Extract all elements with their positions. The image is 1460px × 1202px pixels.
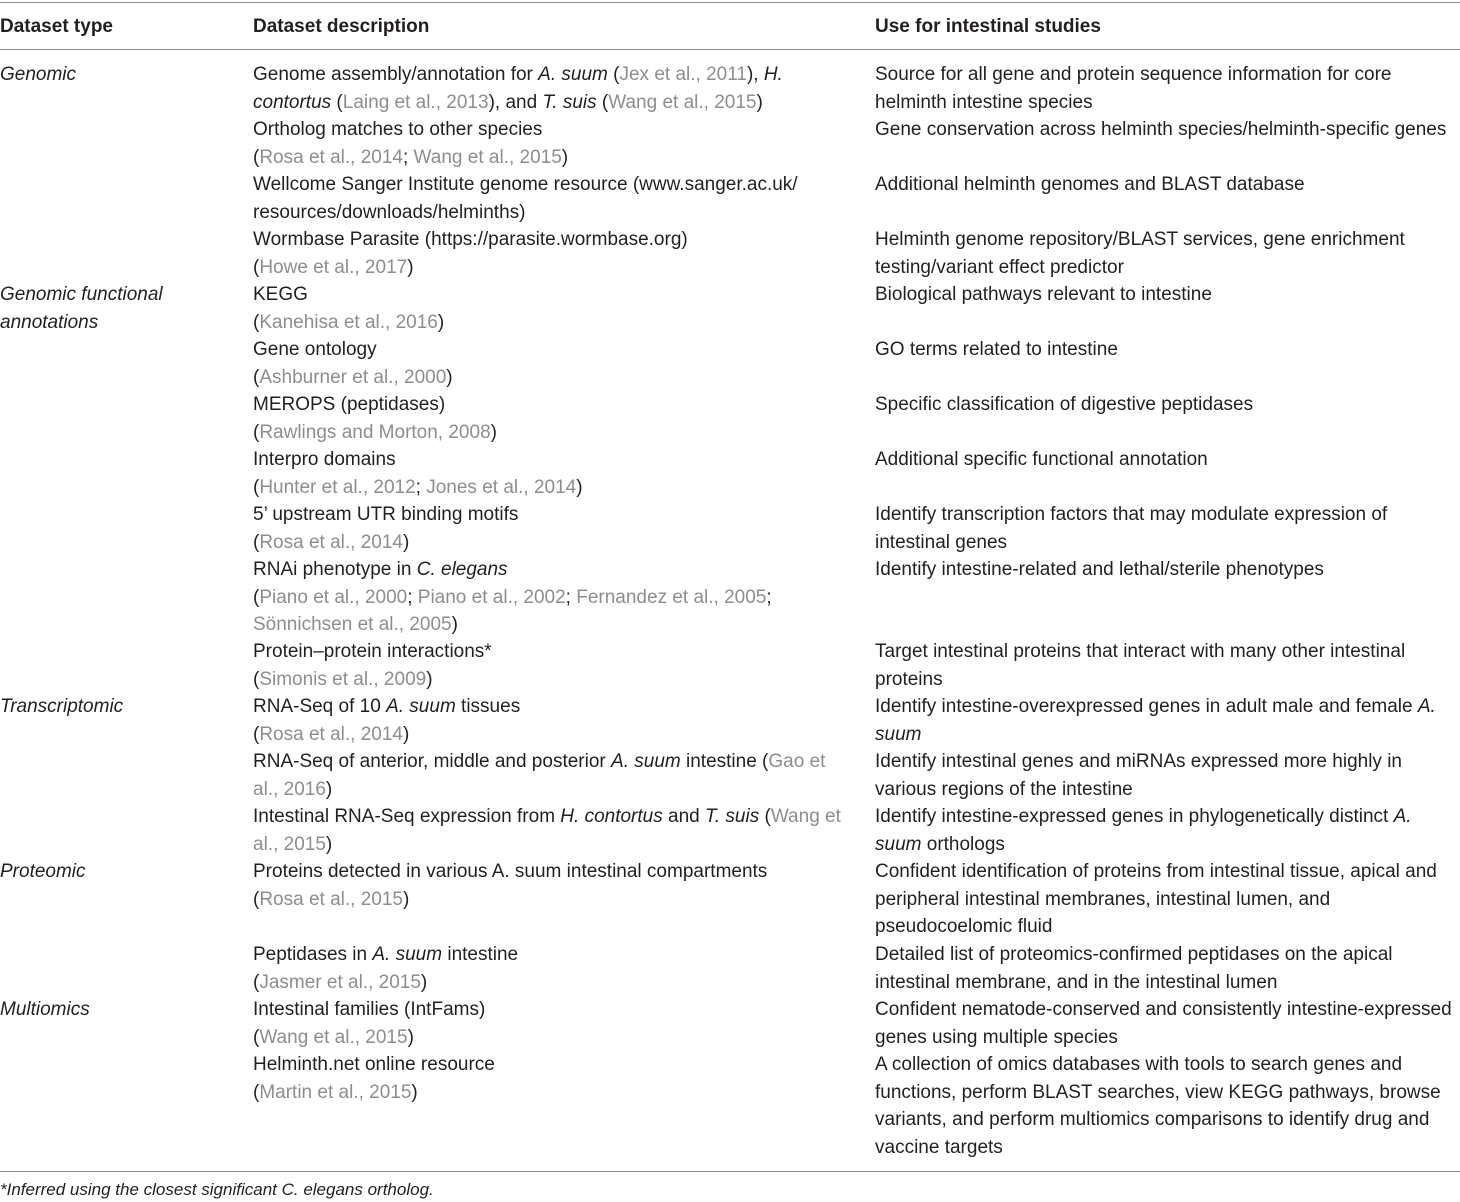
text-run: Proteins detected in various A. suum intestinal compartments: [253, 861, 768, 882]
species-name: H. contortus: [560, 806, 663, 827]
text-run: Helminth genome repository/BLAST services, gene enrichment testing/variant effect predictor: [875, 229, 1405, 278]
citation-link[interactable]: Jex et al., 2011: [619, 64, 747, 85]
text-run: Genome assembly/annotation for: [253, 64, 539, 85]
citation-link[interactable]: Wang et al., 2015: [253, 806, 841, 855]
use-cell: [875, 748, 1455, 803]
text-run: RNA-Seq of 10: [253, 696, 387, 717]
use-cell: [875, 391, 1455, 419]
species-name: A. suum: [875, 806, 1412, 855]
use-cell: [875, 638, 1455, 693]
use-cell: [875, 281, 1455, 309]
text-run: (: [253, 1081, 260, 1103]
text-run: (: [253, 421, 260, 443]
text-run: (: [253, 476, 260, 498]
text-run: Ortholog matches to other species: [253, 119, 543, 140]
species-name: A. suum: [538, 64, 608, 85]
text-run: ;: [407, 586, 418, 608]
header-dataset-type: Dataset type: [0, 16, 113, 37]
dataset-description-cell: [253, 803, 853, 858]
species-name: A. suum: [875, 696, 1436, 745]
species-name: T. suis: [705, 806, 760, 827]
text-run: intestine (: [680, 751, 769, 772]
text-run: (: [253, 971, 260, 993]
dataset-description-cell: [253, 501, 853, 556]
use-cell: [875, 996, 1455, 1051]
text-run: Target intestinal proteins that interact with many other intestinal proteins: [875, 641, 1406, 690]
dataset-description-cell: [253, 556, 853, 639]
text-run: Wellcome Sanger Institute genome resource (www.sanger.ac.uk/ resources/downloads/helminths): [253, 174, 798, 223]
use-cell: [875, 501, 1455, 556]
use-cell: [875, 171, 1455, 199]
dataset-description-cell: [253, 748, 853, 803]
text-run: MEROPS (peptidases): [253, 394, 446, 415]
species-name: A. suum: [611, 751, 681, 772]
citation-link[interactable]: Ashburner et al., 2000: [259, 366, 447, 388]
text-run: ): [402, 888, 410, 910]
text-run: ),: [746, 64, 764, 85]
text-run: (: [253, 311, 260, 333]
use-cell: [875, 693, 1455, 748]
text-run: (: [596, 91, 609, 113]
text-run: (: [253, 723, 260, 745]
text-run: Additional specific functional annotation: [875, 449, 1208, 470]
text-run: ): [576, 476, 583, 498]
citation-link[interactable]: Rawlings and Morton, 2008: [259, 421, 491, 443]
text-run: tissues: [455, 696, 521, 717]
dataset-description-cell: [253, 693, 853, 748]
use-cell: [875, 858, 1455, 941]
text-run: ): [561, 146, 569, 168]
use-cell: [875, 556, 1455, 584]
citation-link[interactable]: Rosa et al., 2014: [259, 531, 403, 553]
use-cell: [875, 226, 1455, 281]
text-run: Intestinal families (IntFams): [253, 999, 486, 1020]
text-run: (: [607, 64, 620, 85]
text-run: Protein–protein interactions*: [253, 641, 492, 662]
text-run: 5’ upstream UTR binding motifs: [253, 504, 519, 525]
citation-link[interactable]: Sönnichsen et al., 2005: [253, 614, 452, 635]
citation-link[interactable]: Hunter et al., 2012: [259, 476, 416, 498]
citation-link[interactable]: Piano et al., 2000: [259, 586, 408, 608]
citation-link[interactable]: Jasmer et al., 2015: [259, 971, 421, 993]
use-cell: [875, 941, 1455, 996]
text-run: (: [253, 531, 260, 553]
text-run: ): [325, 833, 333, 855]
use-cell: [875, 803, 1455, 858]
text-run: RNA-Seq of anterior, middle and posterior: [253, 751, 612, 772]
text-run: Gene conservation across helminth species/helminth-specific genes: [875, 119, 1447, 140]
citation-link[interactable]: Rosa et al., 2014: [259, 723, 403, 745]
text-run: Biological pathways relevant to intestine: [875, 284, 1212, 305]
text-run: ): [402, 531, 410, 553]
text-run: ;: [766, 586, 772, 608]
use-cell: [875, 1051, 1455, 1161]
dataset-description-cell: [253, 638, 853, 693]
dataset-description-cell: [253, 226, 853, 281]
citation-link[interactable]: Gao et al., 2016: [253, 751, 826, 800]
citation-link[interactable]: Piano et al., 2002: [417, 586, 566, 608]
dataset-description-cell: [253, 858, 853, 913]
bottom-rule: [0, 1171, 1460, 1172]
citation-link[interactable]: Fernandez et al., 2005: [576, 586, 767, 608]
citation-link[interactable]: Laing et al., 2013: [342, 91, 489, 113]
text-run: ): [437, 311, 445, 333]
dataset-type-cell: Genomic functional annotations: [0, 284, 163, 333]
text-run: KEGG: [253, 284, 308, 305]
text-run: ): [407, 256, 414, 278]
text-run: Detailed list of proteomics-confirmed peptidases on the apical intestinal membrane, and in the intestinal lumen: [875, 944, 1393, 993]
citation-link[interactable]: Jones et al., 2014: [426, 476, 577, 498]
text-run: ): [325, 778, 333, 800]
text-run: ): [490, 421, 497, 443]
header-use: Use for intestinal studies: [875, 16, 1101, 37]
dataset-type-cell: Transcriptomic: [0, 696, 124, 717]
text-run: ): [446, 366, 453, 388]
text-run: ): [402, 723, 410, 745]
text-run: Helminth.net online resource: [253, 1054, 495, 1075]
text-run: (: [253, 366, 260, 388]
species-name: H. contortus: [253, 64, 783, 113]
text-run: ;: [415, 476, 427, 498]
text-run: (: [253, 668, 260, 690]
text-run: Confident nematode-conserved and consistently intestine-expressed genes using multiple species: [875, 999, 1452, 1048]
text-run: (: [253, 1026, 260, 1048]
citation-link[interactable]: Wang et al., 2015: [608, 91, 757, 113]
text-run: ): [407, 1026, 414, 1048]
text-run: intestine: [442, 944, 519, 965]
dataset-description-cell: [253, 281, 853, 336]
citation-link[interactable]: Martin et al., 2015: [259, 1081, 412, 1103]
text-run: ): [756, 91, 763, 113]
text-run: ): [420, 971, 428, 993]
text-run: (: [331, 91, 343, 113]
dataset-description-cell: [253, 336, 853, 391]
citation-link[interactable]: Rosa et al., 2014: [259, 146, 403, 168]
header-rule: [0, 49, 1460, 50]
dataset-description-cell: [253, 61, 853, 116]
text-run: ): [451, 614, 458, 635]
text-run: Peptidases in: [253, 944, 373, 965]
dataset-description-cell: [253, 116, 853, 171]
dataset-description-cell: [253, 446, 853, 501]
text-run: and: [662, 806, 705, 827]
use-cell: [875, 116, 1455, 144]
text-run: (: [253, 586, 260, 608]
text-run: Identify intestine-related and lethal/sterile phenotypes: [875, 559, 1324, 580]
dataset-type-cell: Genomic: [0, 64, 77, 85]
citation-link[interactable]: Wang et al., 2015: [259, 1026, 408, 1048]
citation-link[interactable]: Kanehisa et al., 2016: [259, 311, 438, 333]
dataset-type-cell: Proteomic: [0, 861, 86, 882]
text-run: (: [253, 888, 260, 910]
text-run: ;: [565, 586, 577, 608]
text-run: Identify intestine-overexpressed genes in adult male and female: [875, 696, 1418, 717]
text-run: Identify intestinal genes and miRNAs expressed more highly in various regions of the intestine: [875, 751, 1402, 800]
text-run: Confident identification of proteins from intestinal tissue, apical and peripheral intestinal membranes, intestinal lumen, and pseudocoelomic fluid: [875, 861, 1437, 937]
text-run: orthologs: [921, 833, 1005, 855]
dataset-description-cell: [253, 996, 853, 1051]
citation-link[interactable]: Wang et al., 2015: [413, 146, 562, 168]
text-run: (: [253, 256, 260, 278]
dataset-description-cell: [253, 391, 853, 446]
species-name: A. suum: [386, 696, 456, 717]
dataset-type-cell: Multiomics: [0, 999, 90, 1020]
text-run: Identify intestine-expressed genes in phylogenetically distinct: [875, 806, 1394, 827]
text-run: Gene ontology: [253, 339, 377, 360]
text-run: Identify transcription factors that may modulate expression of intestinal genes: [875, 504, 1388, 553]
citation-link[interactable]: Rosa et al., 2015: [259, 888, 403, 910]
text-run: RNAi phenotype in: [253, 559, 417, 580]
text-run: ): [426, 668, 433, 690]
dataset-description-cell: [253, 941, 853, 996]
footnote: *Inferred using the closest significant C. elegans ortholog.: [0, 1180, 434, 1199]
species-name: A. suum: [372, 944, 443, 965]
dataset-description-cell: [253, 1051, 853, 1106]
top-rule: [0, 2, 1460, 3]
use-cell: [875, 61, 1455, 116]
text-run: ;: [402, 146, 414, 168]
text-run: Additional helminth genomes and BLAST database: [875, 174, 1305, 195]
citation-link[interactable]: Simonis et al., 2009: [259, 668, 427, 690]
text-run: (: [759, 806, 771, 827]
text-run: A collection of omics databases with tools to search genes and functions, perform BLAST searches, view KEGG pathways, browse variants, and perform multiomics comparisons to identify drug and vaccine targets: [875, 1054, 1441, 1158]
text-run: Specific classification of digestive peptidases: [875, 394, 1254, 415]
text-run: Wormbase Parasite (https://parasite.wormbase.org): [253, 229, 688, 250]
text-run: Source for all gene and protein sequence information for core helminth intestine species: [875, 64, 1392, 113]
dataset-description-cell: [253, 171, 853, 226]
header-dataset-description: Dataset description: [253, 16, 430, 37]
use-cell: [875, 446, 1455, 474]
text-run: ), and: [488, 91, 543, 113]
text-run: GO terms related to intestine: [875, 339, 1118, 360]
text-run: Interpro domains: [253, 449, 396, 470]
citation-link[interactable]: Howe et al., 2017: [259, 256, 408, 278]
text-run: ): [411, 1081, 418, 1103]
text-run: (: [253, 146, 260, 168]
species-name: C. elegans: [416, 559, 508, 580]
species-name: T. suis: [542, 91, 597, 113]
use-cell: [875, 336, 1455, 364]
text-run: Intestinal RNA-Seq expression from: [253, 806, 561, 827]
